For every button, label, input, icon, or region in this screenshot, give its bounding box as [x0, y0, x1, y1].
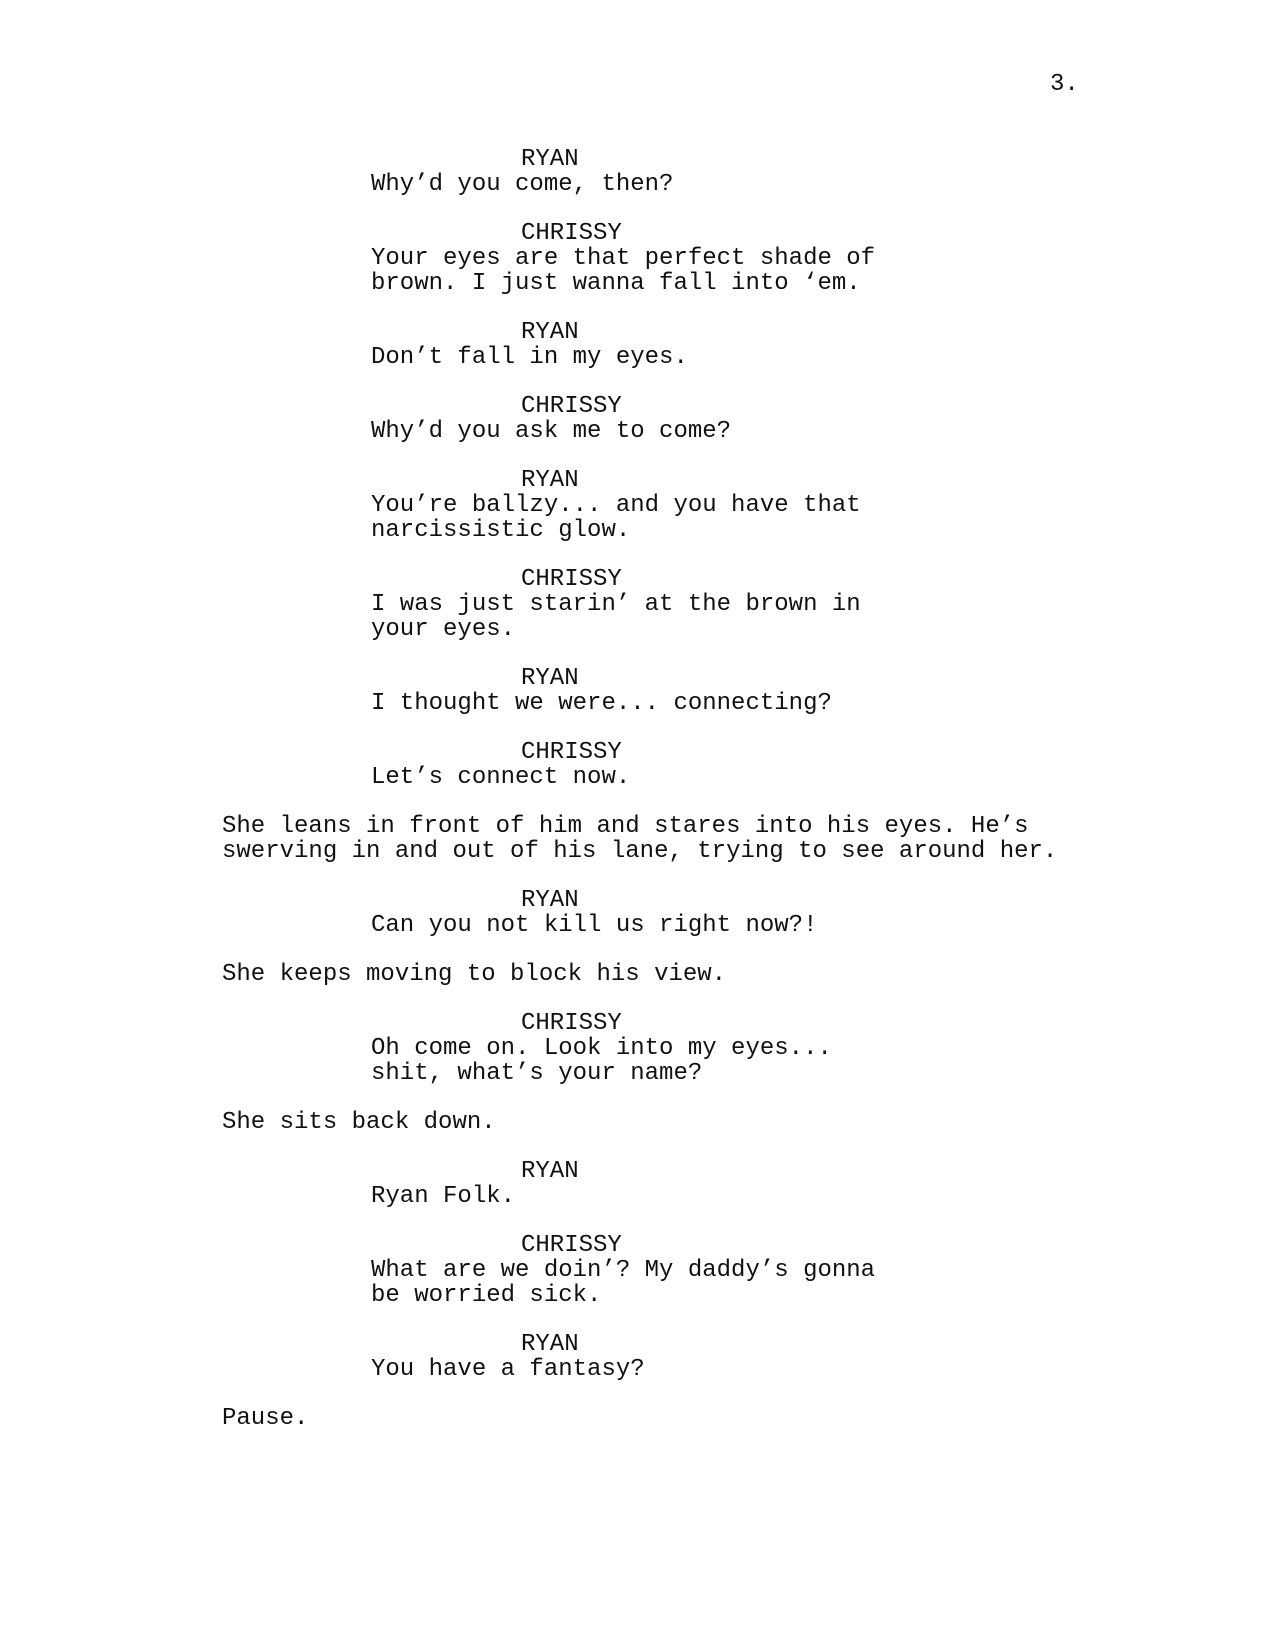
character-name: RYAN — [521, 1331, 579, 1358]
character-name: RYAN — [521, 1158, 579, 1185]
dialogue-line: Ryan Folk. — [371, 1183, 516, 1210]
dialogue-line: Don’t fall in my eyes. — [371, 344, 688, 371]
action-line: She keeps moving to block his view. — [222, 961, 727, 988]
dialogue-line: shit, what’s your name? — [371, 1060, 703, 1087]
dialogue-line: Let’s connect now. — [371, 764, 631, 791]
dialogue-line: I was just starin’ at the brown in — [371, 591, 861, 618]
dialogue-line: You have a fantasy? — [371, 1356, 645, 1383]
dialogue-line: be worried sick. — [371, 1282, 602, 1309]
dialogue-line: Oh come on. Look into my eyes... — [371, 1035, 832, 1062]
character-name: RYAN — [521, 467, 579, 494]
character-name: CHRISSY — [521, 1232, 622, 1259]
character-name: CHRISSY — [521, 566, 622, 593]
page-number: 3. — [1050, 71, 1079, 98]
character-name: CHRISSY — [521, 220, 622, 247]
action-line: Pause. — [222, 1405, 309, 1432]
character-name: CHRISSY — [521, 739, 622, 766]
action-line: She sits back down. — [222, 1109, 496, 1136]
dialogue-line: brown. I just wanna fall into ‘em. — [371, 270, 861, 297]
action-line: She leans in front of him and stares into his eyes. He’s — [222, 813, 1029, 840]
character-name: RYAN — [521, 146, 579, 173]
dialogue-line: Why’d you come, then? — [371, 171, 674, 198]
dialogue-line: I thought we were... connecting? — [371, 690, 832, 717]
character-name: CHRISSY — [521, 1010, 622, 1037]
dialogue-line: Why’d you ask me to come? — [371, 418, 732, 445]
character-name: RYAN — [521, 665, 579, 692]
character-name: RYAN — [521, 887, 579, 914]
character-name: CHRISSY — [521, 393, 622, 420]
dialogue-line: You’re ballzy... and you have that — [371, 492, 861, 519]
dialogue-line: Can you not kill us right now?! — [371, 912, 818, 939]
character-name: RYAN — [521, 319, 579, 346]
dialogue-line: narcissistic glow. — [371, 517, 631, 544]
dialogue-line: Your eyes are that perfect shade of — [371, 245, 876, 272]
dialogue-line: your eyes. — [371, 616, 516, 643]
dialogue-line: What are we doin’? My daddy’s gonna — [371, 1257, 876, 1284]
action-line: swerving in and out of his lane, trying to see around her. — [222, 838, 1058, 865]
